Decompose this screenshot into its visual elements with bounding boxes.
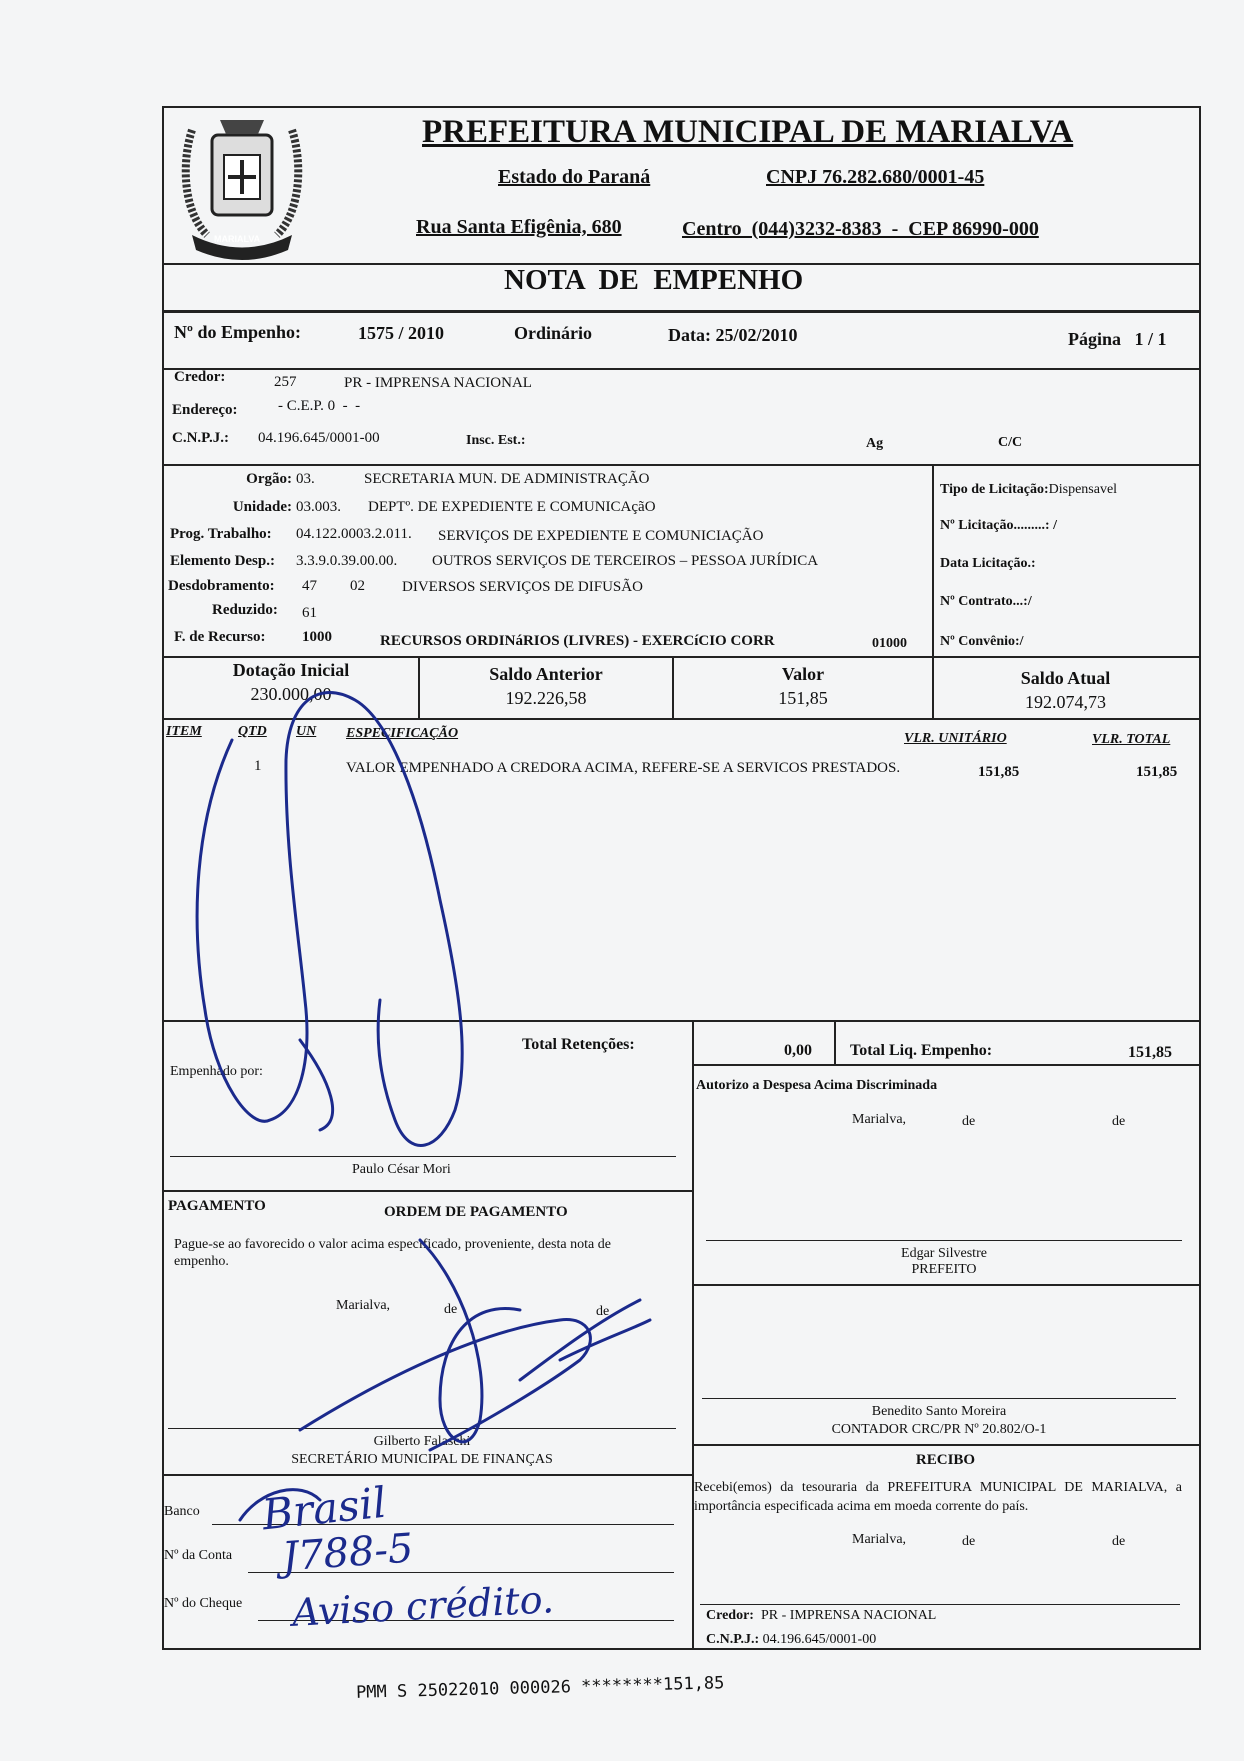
col-vlr-unitario: VLR. UNITÁRIO [904,731,1007,746]
unidade-name: DEPTº. DE EXPEDIENTE E COMUNICAçãO [368,499,656,515]
ag-label: Ag [866,436,884,451]
recibo-cnpj: C.N.P.J.: 04.196.645/0001-00 [706,1632,877,1647]
col-qtd: QTD [238,724,267,739]
page-number: Página 1 / 1 [1068,329,1167,349]
item-total: 151,85 [1136,764,1178,780]
orgao-code: 03. [296,471,315,487]
handwritten-conta: J788-5 [280,1525,415,1581]
payment-stamp: PMM S 25022010 000026 ********151,85 [355,1673,725,1703]
page-title: PREFEITURA MUNICIPAL DE MARIALVA [422,114,1074,150]
contador-title: CONTADOR CRC/PR Nº 20.802/O-1 [831,1422,1047,1437]
cheque-label: Nº do Cheque [164,1596,243,1611]
recurso-code2: 01000 [872,636,907,651]
empenho-date: Data: 25/02/2010 [668,325,798,345]
licitacao-data: Data Licitação.: [940,556,1036,571]
saldo-atual-label: Saldo Atual [1020,668,1111,688]
unidade-label: Unidade: [232,499,292,515]
elem-name: OUTROS SERVIÇOS DE TERCEIROS – PESSOA JURÍDICA [432,553,819,569]
item-description: VALOR EMPENHADO A CREDORA ACIMA, REFERE-SE A SERVICOS PRESTADOS. [346,760,901,776]
retencoes-value: 0,00 [784,1042,812,1059]
handwritten-cheque: Aviso crédito. [291,1577,555,1635]
empenho-label: Nº do Empenho: [174,322,301,342]
prog-code: 04.122.0003.2.011. [296,526,412,542]
credor-name: PR - IMPRENSA NACIONAL [344,375,532,391]
recibo-de2: de [1112,1534,1126,1549]
insc-label: Insc. Est.: [466,433,526,448]
desd-b: 02 [350,578,365,594]
item-unit-price: 151,85 [978,764,1020,780]
pagamento-text: Pague-se ao favorecido o valor acima especificado, proveniente, desta nota de empenho. [174,1237,611,1269]
cnpj: CNPJ 76.282.680/0001-45 [766,166,985,188]
empenhado-label: Empenhado por: [170,1064,263,1079]
unidade-code: 03.003. [296,499,341,515]
empenho-number: 1575 / 2010 [358,323,445,343]
licitacao-numero: Nº Licitação.........: / [940,518,1057,533]
autorizo-city: Marialva, [852,1112,907,1127]
pagamento-de1: de [444,1302,458,1317]
item-qtd: 1 [254,758,262,774]
saldo-anterior-value: 192.226,58 [505,688,587,708]
orgao-name: SECRETARIA MUN. DE ADMINISTRAÇÃO [364,471,650,487]
elem-label: Elemento Desp.: [170,553,275,569]
convenio: Nº Convênio:/ [940,634,1024,649]
doc-title: NOTA DE EMPENHO [504,264,804,296]
recibo-city: Marialva, [852,1532,907,1547]
saldo-anterior-label: Saldo Anterior [489,664,603,684]
liq-value: 151,85 [1128,1044,1172,1061]
credor-label: Credor: [174,369,226,385]
retencoes-label: Total Retenções: [522,1036,635,1053]
recibo-text: Recebi(emos) da tesouraria da PREFEITURA MUNICIPAL DE MARIALVA, a importância especificada acima em moeda corrente do país. [694,1480,1182,1514]
recurso-name: RECURSOS ORDINáRIOS (LIVRES) - EXERCíCIO CORR [380,633,775,649]
valor-label: Valor [781,664,825,684]
crest-label: MARIALVA [214,234,261,244]
licitacao-tipo: Tipo de Licitação:Dispensavel [940,482,1118,497]
elem-code: 3.3.9.0.39.00.00. [296,553,398,569]
prog-label: Prog. Trabalho: [170,526,272,542]
autorizo-de2: de [1112,1114,1126,1129]
pagamento-de2: de [596,1304,610,1319]
autorizo-de1: de [962,1114,976,1129]
orgao-label: Orgão: [246,471,292,487]
endereco-value: - C.E.P. 0 - - [278,398,361,414]
recibo-credor: Credor: PR - IMPRENSA NACIONAL [706,1608,937,1623]
contador-name: Benedito Santo Moreira [871,1404,1007,1419]
saldo-atual-value: 192.074,73 [1025,692,1106,712]
col-vlr-total: VLR. TOTAL [1092,732,1171,747]
desd-label: Desdobramento: [168,578,275,594]
banco-label: Banco [164,1504,200,1519]
reduzido-value: 61 [302,605,317,621]
cc-label: C/C [998,435,1023,450]
address-rest: Centro (044)3232-8383 - CEP 86990-000 [682,218,1039,240]
recurso-code: 1000 [302,629,332,645]
secretario-name: Gilberto Falaschi [373,1434,471,1449]
prefeito-name: Edgar Silvestre [901,1246,987,1261]
credor-code: 257 [274,374,297,390]
desd-name: DIVERSOS SERVIÇOS DE DIFUSÃO [402,579,643,595]
conta-label: Nº da Conta [164,1548,233,1563]
autorizo-label: Autorizo a Despesa Acima Discriminada [696,1078,938,1093]
col-un: UN [296,724,317,739]
contrato: Nº Contrato...:/ [940,594,1032,609]
liq-label: Total Liq. Empenho: [850,1042,993,1059]
empenho-type: Ordinário [514,323,593,343]
cnpj-label: C.N.P.J.: [172,430,229,446]
cnpj-value: 04.196.645/0001-00 [258,430,380,446]
dotacao-value: 230.000,00 [250,684,332,704]
pagamento-city: Marialva, [336,1298,391,1313]
prefeito-title: PREFEITO [911,1262,977,1277]
prog-name: SERVIÇOS DE EXPEDIENTE E COMUNICIAÇÃO [438,528,764,544]
ordem-label: ORDEM DE PAGAMENTO [384,1204,568,1220]
endereco-label: Endereço: [172,402,238,418]
reduzido-label: Reduzido: [212,602,278,618]
empenhado-name: Paulo César Mori [352,1162,451,1177]
handwritten-banco: Brasil [259,1477,389,1540]
secretario-title: SECRETÁRIO MUNICIPAL DE FINANÇAS [291,1452,553,1467]
recurso-label: F. de Recurso: [174,629,266,645]
col-item: ITEM [166,724,202,739]
pagamento-label: PAGAMENTO [168,1198,266,1214]
desd-a: 47 [302,578,317,594]
dotacao-label: Dotação Inicial [232,660,350,680]
recibo-de1: de [962,1534,976,1549]
address: Rua Santa Efigênia, 680 [416,216,622,238]
col-especificacao: ESPECIFICAÇÃO [346,726,459,741]
recibo-label: RECIBO [915,1452,976,1468]
valor-value: 151,85 [778,688,828,708]
state: Estado do Paraná [498,166,651,188]
